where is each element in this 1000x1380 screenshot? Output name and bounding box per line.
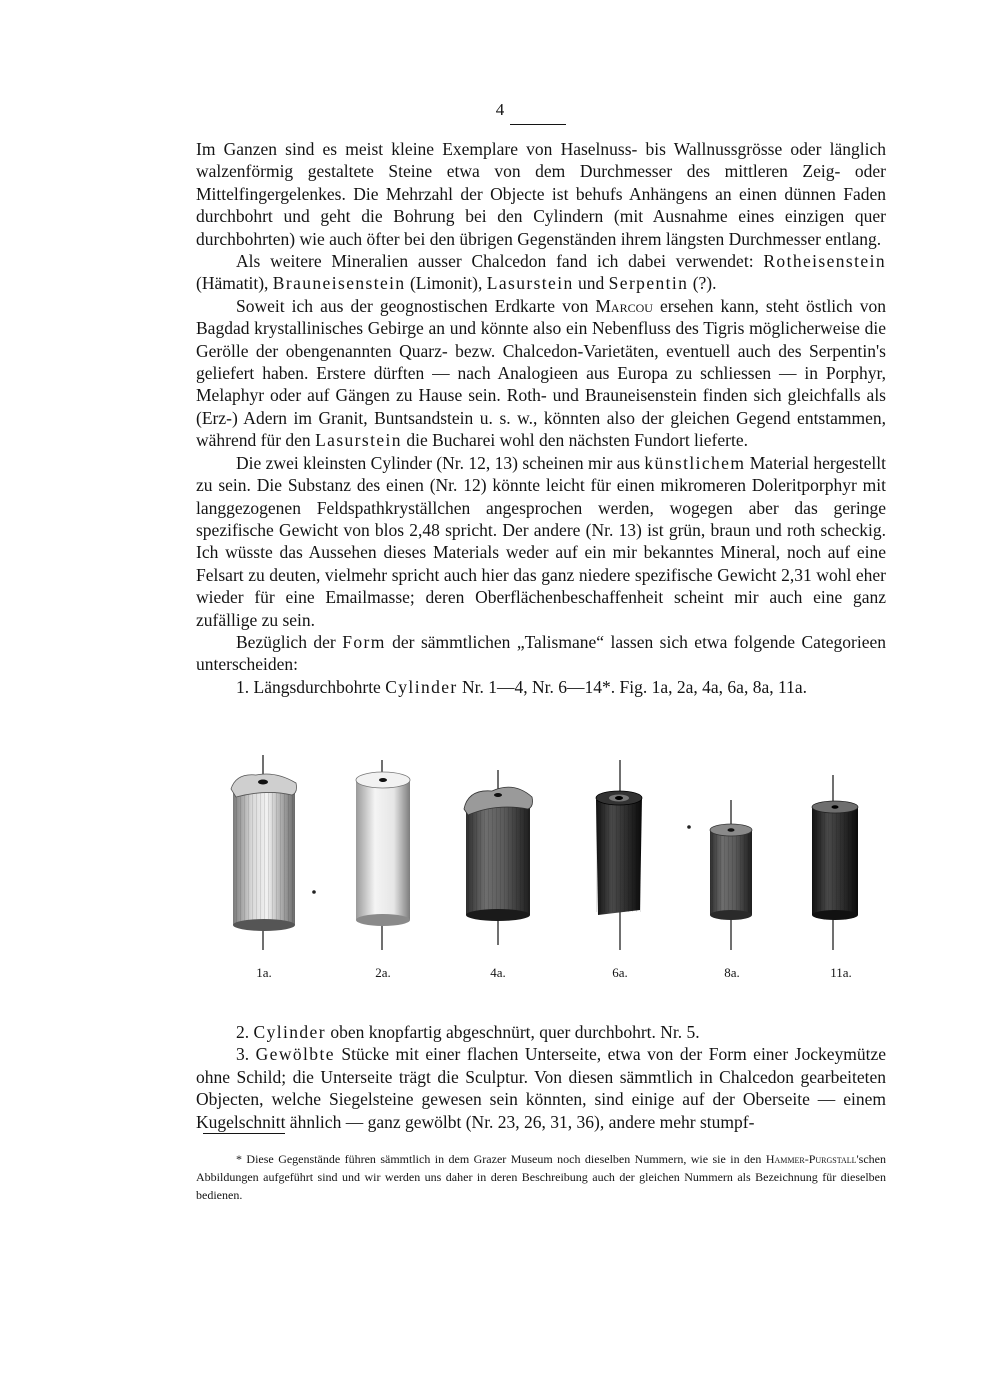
cylinder-8a bbox=[710, 800, 752, 950]
mineral-lasurstein: Lasurstein bbox=[486, 273, 574, 294]
figure-label-4a: 4a. bbox=[490, 965, 506, 980]
cylinder-6a bbox=[596, 760, 642, 950]
figure-label-6a: 6a. bbox=[612, 965, 628, 980]
paragraph-4: Die zwei kleinsten Cylinder (Nr. 12, 13) scheinen mir aus künstlichem Material hergestellt zu sein. Die Substanz des einen (Nr. 12) könnte leicht für einen mikromeren Doleritporphyr mit langgezogenen Feldspathkryställchen angesprochen werden, wogegen aber das geringe spezifische Gewicht von blos 2,48 spricht. Der andere (Nr. 13) ist grün, braun und roth scheckig. Ich wüsste das Aussehen dieses Materials weder auf ein mir bekanntes Mineral, noch auf eine Felsart zu deuten, vielmehr spricht auch hier das ganz niedere spezifische Gewicht 2,31 wohl eher wieder für eine Emailmasse; deren Oberflächenbeschaffenheit scheint mir auch eine ganz zufällige zu sein. bbox=[196, 452, 886, 630]
category-2: 2. Cylinder oben knopfartig abgeschnürt, quer durchbohrt. Nr. 5. bbox=[236, 1022, 700, 1042]
cylinder-figure bbox=[196, 745, 886, 990]
mineral-rotheisenstein: Rotheisenstein bbox=[763, 251, 886, 272]
footnote-rule bbox=[203, 1133, 285, 1134]
print-speck bbox=[687, 825, 691, 829]
cylinder-4a bbox=[464, 770, 533, 945]
cylinder-illustration bbox=[196, 745, 886, 965]
body-text-lower bbox=[196, 1021, 886, 1133]
footnote: * Diese Gegenstände führen sämmtlich in dem Grazer Museum noch dieselben Nummern, wie sie in den Hammer-Purgstall'schen Abbildungen aufgeführt sind und wir werden uns daher in deren Beschreibung auch der gleichen Nummern als Bezeichnung für dieselben bedienen. bbox=[196, 1152, 886, 1202]
figure-label-11a: 11a. bbox=[830, 965, 852, 980]
paragraph-1: Im Ganzen sind es meist kleine Exemplare von Haselnuss- bis Wallnussgrösse oder länglich walzenförmig gestaltete Steine etwa von dem Durchmesser des mittleren Zeig- oder Mittelfingergelenkes. Die Mehrzahl der Objecte ist behufs Anhängens an einen dünnen Faden durchbohrt und geht die Bohrung bei den Cylindern (mit Ausnahme eines einzigen quer durchbohrten) wie auch öfter bei den übrigen Gegenständen ihrem längsten Durchmesser entlang. bbox=[196, 139, 886, 249]
author-hammer-purgstall: Hammer-Purgstall bbox=[765, 1152, 857, 1166]
mineral-brauneisenstein: Brauneisenstein bbox=[272, 273, 406, 294]
print-speck bbox=[312, 890, 316, 894]
category-1: 1. Längsdurchbohrte Cylinder Nr. 1—4, Nr. 6—14*. Fig. 1a, 2a, 4a, 6a, 8a, 11a. bbox=[236, 676, 807, 697]
figure-label-1a: 1a. bbox=[256, 965, 272, 980]
cylinder-11a bbox=[812, 775, 858, 950]
page-number: 4 bbox=[495, 100, 505, 119]
figure-label-2a: 2a. bbox=[375, 965, 391, 980]
body-text-upper bbox=[196, 138, 886, 698]
cylinder-2a bbox=[356, 760, 410, 950]
category-3: 3. Gewölbte Stücke mit einer flachen Unterseite, etwa von der Form einer Jockeymütze ohne Schild; die Unterseite trägt die Sculptur. Von diesen sämmtlich in Chalcedon gearbeiteten Objecten, welche Siegelsteine gewesen sein könnten, sind einige auf der Oberseite — einem Kugelschnitt ähnlich — ganz gewölbt (Nr. 23, 26, 31, 36), andere mehr stumpf- bbox=[196, 1044, 887, 1132]
figure-label-8a: 8a. bbox=[724, 965, 740, 980]
page-number-rule bbox=[510, 124, 566, 125]
paragraph-3: Soweit ich aus der geognostischen Erdkarte von Marcou ersehen kann, steht östlich von Bagdad krystallinisches Gebirge an und könnte also ein Nebenfluss des Tigris möglicherweise die Gerölle der obengenannten Quarz- bezw. Chalcedon-Varietäten, eventuell auch des Serpentin's geliefert haben. Erstere dürften — nach Analogieen aus Europa zu schliessen — in Porphyr, Melaphyr oder auf Gängen zu Hause sein. Roth- und Brauneisenstein finden sich gleichfalls als (Erz-) Adern im Granit, Buntsandstein u. s. w., könnten also der gleichen Gegend entstammen, während für den Lasurstein die Bucharei wohl den nächsten Fundort lieferte. bbox=[196, 295, 886, 451]
author-marcou: Marcou bbox=[595, 295, 653, 316]
paragraph-2: Als weitere Mineralien ausser Chalcedon fand ich dabei verwendet: Rotheisenstein (Hämatit), Brauneisenstein (Limonit), Lasurstein und Serpentin (?). bbox=[196, 251, 886, 294]
mineral-serpentin: Serpentin bbox=[608, 273, 689, 294]
paragraph-5: Bezüglich der Form der sämmtlichen „Talismane“ lassen sich etwa folgende Categorieen unterscheiden: bbox=[196, 631, 886, 675]
cylinder-1a bbox=[231, 755, 297, 950]
